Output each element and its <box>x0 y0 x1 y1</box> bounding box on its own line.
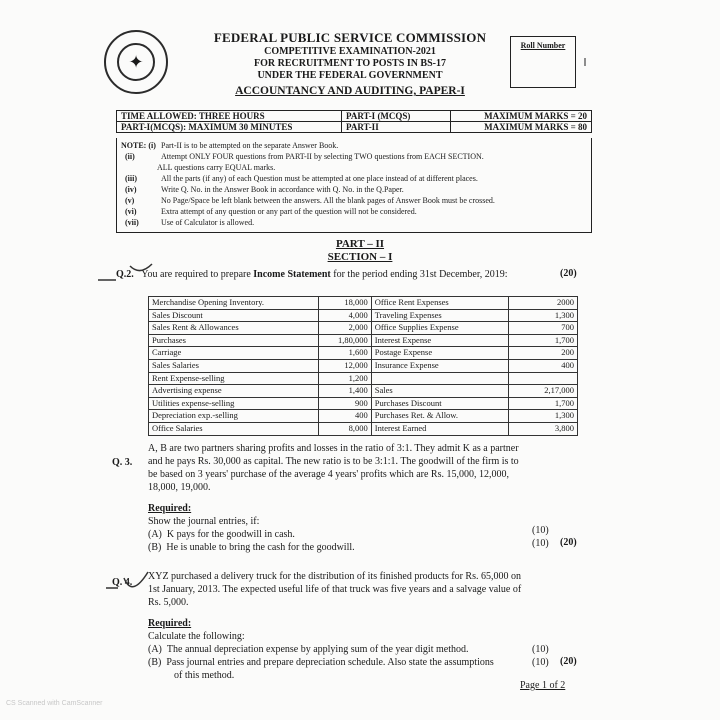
part-text: K pays for the goodwill in cash. <box>166 529 295 540</box>
account-name: Office Rent Expenses <box>371 297 508 310</box>
commission-title: FEDERAL PUBLIC SERVICE COMMISSION <box>213 30 487 45</box>
part-text: Pass journal entries and prepare depreciation schedule. Also state the assumptions <box>166 657 494 668</box>
account-name: Sales <box>371 385 508 398</box>
account-name: Carriage <box>149 347 319 360</box>
instructions-notes <box>116 138 592 233</box>
account-name: Sales Salaries <box>149 359 319 372</box>
q4-b-marks: (10) <box>532 657 549 668</box>
account-name: Depreciation exp.-selling <box>149 410 319 423</box>
amount: 1,700 <box>508 397 577 410</box>
q3-a-marks: (10) <box>532 525 549 536</box>
account-name: Sales Discount <box>149 309 319 322</box>
amount: 1,600 <box>319 347 372 360</box>
note-number: (v) <box>125 196 135 205</box>
table-row <box>149 322 578 335</box>
part-ii-label: PART-II <box>342 122 451 133</box>
amount: 18,000 <box>319 297 372 310</box>
table-row <box>149 422 578 435</box>
table-row <box>149 347 578 360</box>
note-item: Part-II is to be attempted on the separate Answer Book. <box>161 141 339 150</box>
question-text: for the period ending 31st December, 2019: <box>330 269 508 280</box>
question-number: Q. 3. <box>112 457 133 468</box>
amount: 2,17,000 <box>508 385 577 398</box>
question-bold-text: Income Statement <box>253 269 331 280</box>
account-name: Office Supplies Expense <box>371 322 508 335</box>
part-heading <box>300 238 420 264</box>
question-2 <box>116 268 556 281</box>
required-heading: Required: <box>148 618 192 629</box>
amount: 12,000 <box>319 359 372 372</box>
note-number: (vi) <box>125 207 137 216</box>
part-text: He is unable to bring the cash for the goodwill. <box>166 542 355 553</box>
part-text: The annual depreciation expense by applying sum of the year digit method. <box>166 644 469 655</box>
part-ii-marks: MAXIMUM MARKS = 80 <box>451 122 592 133</box>
note-item: Extra attempt of any question or any part of the question will not be considered. <box>161 207 417 216</box>
required-heading: Required: <box>148 503 192 514</box>
part-number: (A) <box>148 644 162 655</box>
part-i-label: PART-I (MCQS) <box>342 111 451 122</box>
amount: 400 <box>319 410 372 423</box>
question-line: Show the journal entries, if: <box>148 516 260 527</box>
government-emblem: ✦ <box>104 30 168 94</box>
note-label: NOTE: (i) <box>121 141 156 150</box>
table-row <box>149 359 578 372</box>
question-4-marks: (20) <box>560 656 577 667</box>
amount: 2,000 <box>319 322 372 335</box>
account-name: Interest Earned <box>371 422 508 435</box>
amount: 1,80,000 <box>319 334 372 347</box>
amount: 2000 <box>508 297 577 310</box>
question-line: be based on 3 years' purchase of the average 4 years' profits which are Rs. 15,000, 12,000, <box>148 469 509 480</box>
table-row <box>149 372 578 385</box>
amount: 1,400 <box>319 385 372 398</box>
account-name: Interest Expense <box>371 334 508 347</box>
pen-mark-roll <box>580 56 590 68</box>
amount: 400 <box>508 359 577 372</box>
subject-title: ACCOUNTANCY AND AUDITING, PAPER-I <box>235 85 465 97</box>
amount: 700 <box>508 322 577 335</box>
table-row <box>149 385 578 398</box>
amount: 900 <box>319 397 372 410</box>
table-row <box>149 297 578 310</box>
scanner-watermark: CS Scanned with CamScanner <box>6 700 103 707</box>
amount: 1,300 <box>508 309 577 322</box>
amount: 1,300 <box>508 410 577 423</box>
q3-b-marks: (10) <box>532 538 549 549</box>
amount: 3,800 <box>508 422 577 435</box>
roll-number-label: Roll Number <box>520 41 566 50</box>
amount: 200 <box>508 347 577 360</box>
table-row <box>149 309 578 322</box>
recruit-line: FOR RECRUITMENT TO POSTS IN BS-17 <box>254 58 446 69</box>
account-name <box>371 372 508 385</box>
account-name: Traveling Expenses <box>371 309 508 322</box>
government-line: UNDER THE FEDERAL GOVERNMENT <box>257 70 443 81</box>
time-allowed: TIME ALLOWED: THREE HOURS <box>117 111 342 122</box>
question-3-number <box>112 456 132 469</box>
note-item: ALL questions carry EQUAL marks. <box>157 163 276 172</box>
part-text: of this method. <box>174 670 235 681</box>
amount: 1,700 <box>508 334 577 347</box>
note-item: All the parts (if any) of each Question must be attempted at one place instead of at different places. <box>161 174 478 183</box>
account-name: Advertising expense <box>149 385 319 398</box>
account-name: Utilities expense-selling <box>149 397 319 410</box>
exam-title: COMPETITIVE EXAMINATION-2021 <box>264 46 436 57</box>
account-name: Purchases Ret. & Allow. <box>371 410 508 423</box>
question-3-marks: (20) <box>560 537 577 548</box>
question-number: Q. 4. <box>112 577 133 588</box>
note-item: Write Q. No. in the Answer Book in accordance with Q. No. in the Q.Paper. <box>161 185 404 194</box>
account-name: Insurance Expense <box>371 359 508 372</box>
question-2-marks: (20) <box>560 268 577 279</box>
question-line: and he pays Rs. 30,000 as capital. The new ratio is to be 3:1:1. The goodwill of the firm is to <box>148 456 519 467</box>
part-title: PART – II <box>335 238 385 250</box>
note-number: (iv) <box>125 185 137 194</box>
question-line: A, B are two partners sharing profits and losses in the ratio of 3:1. They admit K as a partner <box>148 443 519 454</box>
time-allowed-table <box>116 110 592 133</box>
pen-mark-q4 <box>104 568 154 598</box>
account-name: Purchases <box>149 334 319 347</box>
question-line: Rs. 5,000. <box>148 597 189 608</box>
income-statement-table <box>148 296 578 436</box>
pen-mark-q2 <box>96 262 156 286</box>
question-line: Calculate the following: <box>148 631 245 642</box>
note-number: (ii) <box>125 152 135 161</box>
q4-a-marks: (10) <box>532 644 549 655</box>
account-name: Office Salaries <box>149 422 319 435</box>
part-number: (A) <box>148 529 162 540</box>
account-name: Merchandise Opening Inventory. <box>149 297 319 310</box>
amount <box>508 372 577 385</box>
question-text: You are required to prepare <box>141 269 254 280</box>
account-name: Sales Rent & Allowances <box>149 322 319 335</box>
mcq-time: PART-I(MCQS): MAXIMUM 30 MINUTES <box>117 122 342 133</box>
amount: 1,200 <box>319 372 372 385</box>
amount: 4,000 <box>319 309 372 322</box>
note-number: (iii) <box>125 174 137 183</box>
part-number: (B) <box>148 657 162 668</box>
roll-number-box <box>510 36 576 88</box>
note-item: No Page/Space be left blank between the answers. All the blank pages of Answer Book must be crossed. <box>161 196 495 205</box>
header <box>200 30 500 99</box>
note-item: Attempt ONLY FOUR questions from PART-II by selecting TWO questions from EACH SECTION. <box>161 152 484 161</box>
section-title: SECTION – I <box>327 251 393 263</box>
page-number: Page 1 of 2 <box>520 680 566 691</box>
table-row <box>149 397 578 410</box>
question-number: Q.2. <box>116 269 134 280</box>
question-line: XYZ purchased a delivery truck for the distribution of its finished products for Rs. 65,000 on <box>148 571 521 582</box>
question-3 <box>148 442 588 554</box>
part-number: (B) <box>148 542 162 553</box>
table-row <box>149 334 578 347</box>
account-name: Postage Expense <box>371 347 508 360</box>
table-row <box>149 410 578 423</box>
account-name: Rent Expense-selling <box>149 372 319 385</box>
question-line: 1st January, 2013. The expected useful life of that truck was five years and a salvage value of <box>148 584 522 595</box>
account-name: Purchases Discount <box>371 397 508 410</box>
amount: 8,000 <box>319 422 372 435</box>
note-item: Use of Calculator is allowed. <box>161 218 255 227</box>
part-i-marks: MAXIMUM MARKS = 20 <box>451 111 592 122</box>
question-line: 18,000, 19,000. <box>148 482 211 493</box>
question-4 <box>148 570 588 682</box>
note-number: (vii) <box>125 218 139 227</box>
